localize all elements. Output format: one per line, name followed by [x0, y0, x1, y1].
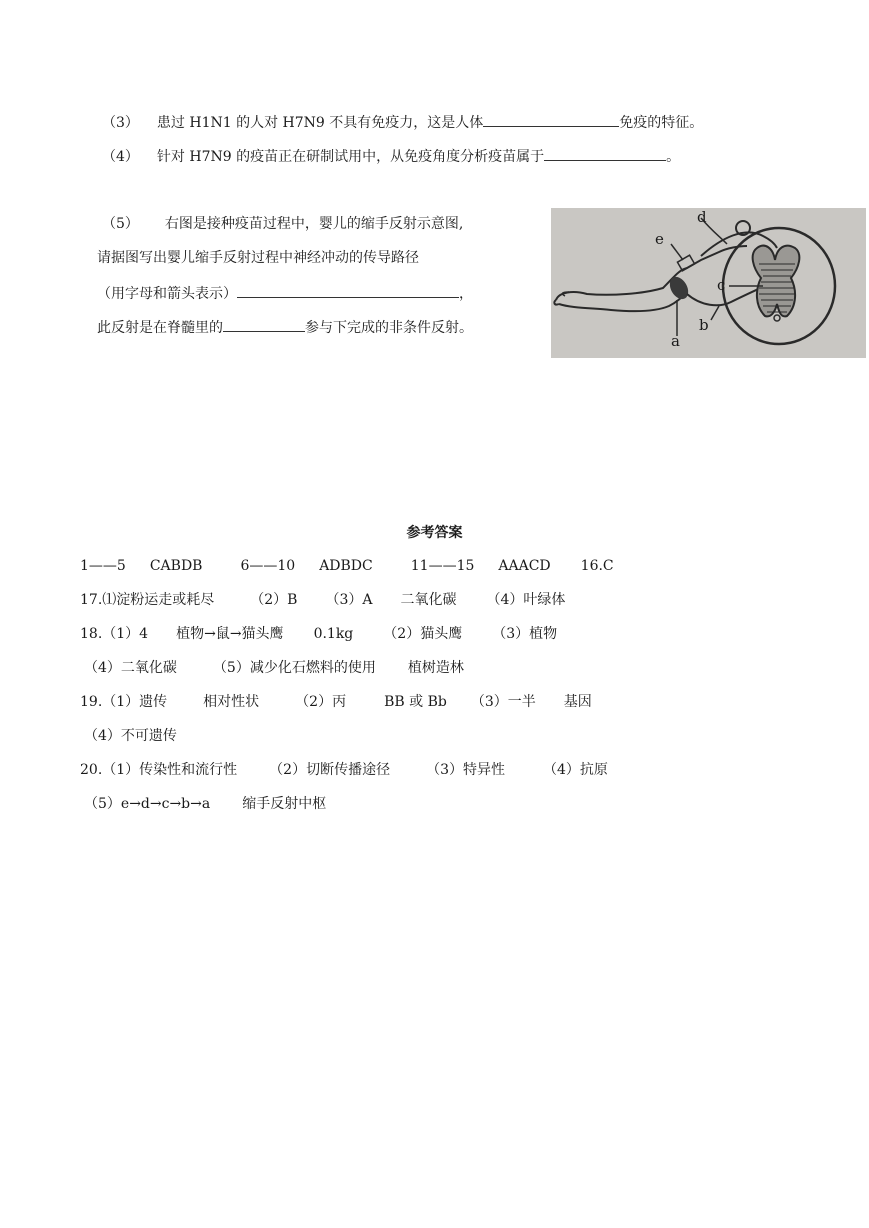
question-4: [102, 146, 680, 167]
answer-18-6: （4）二氧化碳: [84, 660, 177, 676]
question-5-line-4: [97, 317, 473, 338]
question-5-text-4-suffix: 参与下完成的非条件反射。: [305, 320, 473, 336]
answer-row-18b: [84, 658, 464, 678]
figure-label-c: c: [717, 276, 726, 294]
answer-20-2: （2）切断传播途径: [269, 762, 391, 778]
answer-19-2: 相对性状: [203, 694, 260, 710]
question-5-text-3: （用字母和箭头表示）: [97, 286, 237, 302]
question-3-suffix: 免疫的特征。: [619, 115, 704, 131]
question-5-text-1: 右图是接种疫苗过程中，婴儿的缩手反射示意图,: [164, 216, 464, 232]
figure-label-d: d: [697, 208, 707, 226]
answer-blank-q4[interactable]: [544, 146, 666, 161]
answer-row-20a: [80, 760, 608, 780]
answer-18-2: 植物→鼠→猫头鹰: [176, 626, 284, 642]
answer-17-2: （2）B: [250, 592, 298, 608]
answer-17-5: （4）叶绿体: [486, 592, 566, 608]
question-5-text-3-suffix: ，: [459, 286, 473, 302]
answer-19-3: （2）丙: [295, 694, 347, 710]
answer-range-3: 11——15: [410, 558, 475, 574]
answer-18-4: （2）猫头鹰: [383, 626, 463, 642]
answer-17-4: 二氧化碳: [400, 592, 457, 608]
answer-value-3: AAACD: [498, 558, 551, 574]
figure-label-a: a: [671, 332, 680, 350]
answer-row-20b: [84, 794, 326, 814]
question-4-text: 针对 H7N9 的疫苗正在研制试用中，从免疫角度分析疫苗属于: [156, 149, 545, 165]
answer-19-4: BB 或 Bb: [384, 694, 447, 710]
answer-row-1: [80, 556, 614, 576]
answer-18-3: 0.1kg: [313, 626, 354, 642]
answer-18-8: 植树造林: [407, 660, 464, 676]
answer-18-5: （3）植物: [492, 626, 558, 642]
answer-value-4: 16.C: [580, 558, 614, 574]
answer-row-17: [80, 590, 565, 610]
question-3: [102, 112, 703, 133]
reflex-arc-diagram: [551, 208, 866, 358]
answer-value-1: CABDB: [149, 558, 203, 574]
question-3-number: （3）: [102, 115, 139, 131]
answer-range-2: 6——10: [240, 558, 296, 574]
answer-20-1: 20.（1）传染性和流行性: [80, 762, 238, 778]
answer-20-6: 缩手反射中枢: [242, 796, 327, 812]
answer-19-5: （3）一半: [470, 694, 536, 710]
question-4-suffix: 。: [666, 149, 681, 165]
question-5-line-2: [97, 248, 419, 268]
answer-18-1: 18.（1）4: [80, 626, 149, 642]
figure-label-e: e: [655, 230, 664, 248]
question-3-text: 患过 H1N1 的人对 H7N9 不具有免疫力，这是人体: [156, 115, 484, 131]
answer-row-19a: [80, 692, 592, 712]
figure-label-b: b: [699, 316, 709, 334]
answer-20-5: （5）e→d→c→b→a: [84, 796, 211, 812]
answer-18-7: （5）减少化石燃料的使用: [212, 660, 376, 676]
answer-row-19b: [84, 726, 177, 746]
answer-blank-q5-path[interactable]: [237, 283, 459, 298]
question-5-number: （5）: [102, 216, 139, 232]
question-5-text-2: 请据图写出婴儿缩手反射过程中神经冲动的传导路径: [97, 250, 419, 266]
answer-range-1: 1——5: [80, 558, 126, 574]
reflex-arc-figure: [551, 208, 866, 358]
answer-value-2: ADBDC: [319, 558, 373, 574]
question-4-number: （4）: [102, 149, 139, 165]
answers-title: 参考答案: [406, 525, 463, 541]
answer-17-3: （3）A: [325, 592, 373, 608]
answer-19-7: （4）不可遗传: [84, 728, 177, 744]
answer-19-1: 19.（1）遗传: [80, 694, 168, 710]
answer-20-4: （4）抗原: [543, 762, 608, 778]
answer-17-1: 17.⑴淀粉运走或耗尽: [80, 592, 215, 608]
answer-blank-q5-center[interactable]: [223, 317, 305, 332]
answer-blank-q3[interactable]: [483, 112, 619, 127]
answer-19-6: 基因: [563, 694, 592, 710]
answer-20-3: （3）特异性: [426, 762, 506, 778]
question-5-line-1: [102, 214, 463, 234]
question-5-line-3: [97, 283, 473, 304]
question-5-text-4: 此反射是在脊髓里的: [97, 320, 223, 336]
answer-row-18a: [80, 624, 557, 644]
